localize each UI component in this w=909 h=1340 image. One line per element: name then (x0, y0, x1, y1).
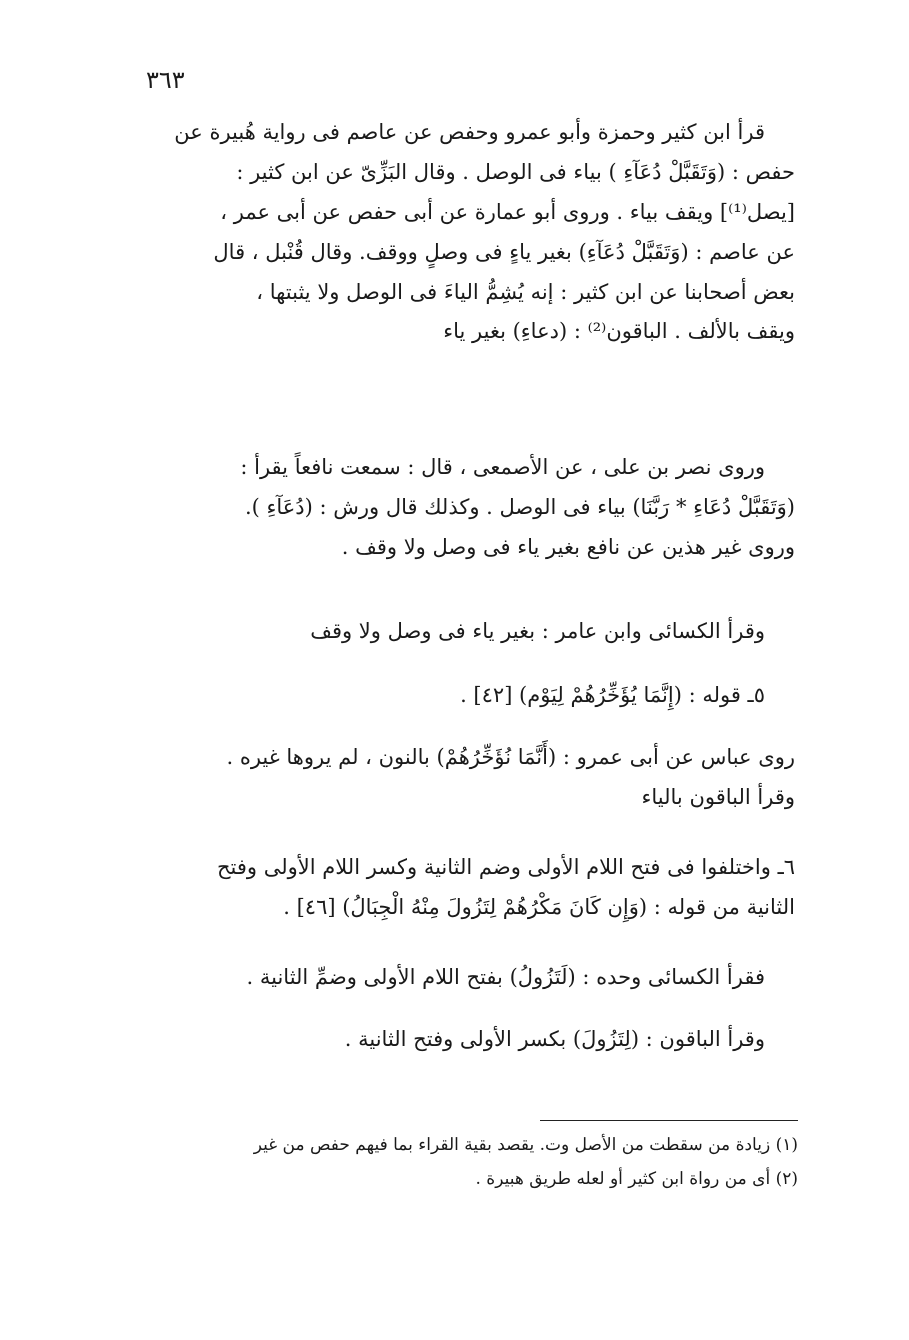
footnotes (140, 1128, 798, 1196)
text-line: ٦ـ واختلفوا فى فتح اللام الأولى وضم الثانية وكسر اللام الأولى وفتح (216, 855, 795, 879)
text-line: ٥ـ قوله : (إِنَّمَا يُؤَخِّرُهُمْ لِيَوْم) [٤٢] . (460, 683, 765, 707)
paragraph-4 (150, 676, 795, 716)
text-line: بعض أصحابنا عن ابن كثير : إنه يُشِمُّ الياءَ فى الوصل ولا يثبتها ، (256, 279, 795, 304)
footnote-2: (٢) أى من رواة ابن كثير أو لعله طريق هبيرة . (475, 1169, 798, 1189)
text-line: وقرأ الكسائى وابن عامر : بغير ياء فى وصل ولا وقف (310, 619, 765, 643)
text-line: ويقف بالألف . الباقون⁽²⁾ : (دعاءِ) بغير ياء (443, 319, 795, 344)
footnote-divider (540, 1120, 798, 1121)
paragraph-1 (150, 113, 795, 352)
text-line: وقرأ الباقون : (لِتَزُولَ) بكسر الأولى وفتح الثانية . (344, 1027, 765, 1051)
paragraph-7 (150, 958, 795, 998)
text-line: وروى نصر بن على ، عن الأصمعى ، قال : سمعت نافعاً يقرأ : (240, 455, 765, 479)
text-line: حفص : (وَتَقَبَّلْ دُعَآءِ ) بياء فى الوصل . وقال البَزِّىّ عن ابن كثير : (236, 159, 795, 184)
text-line: وقرأ الباقون بالياء (641, 784, 795, 809)
paragraph-6 (150, 848, 795, 928)
page-number: ٣٦٣ (146, 66, 185, 94)
paragraph-2 (150, 448, 795, 568)
text-line: (وَتَقَبَّلْ دُعَاءِ * رَبَّنَا) بياء فى الوصل . وكذلك قال ورش : (دُعَآءِ ). (244, 494, 795, 519)
text-line: روى عباس عن أبى عمرو : (أَنَّمَا نُؤَخِّرُهُمْ) بالنون ، لم يروها غيره . (226, 745, 795, 769)
text-line: فقرأ الكسائى وحده : (لَتَزُولُ) بفتح اللام الأولى وضمِّ الثانية . (246, 965, 765, 989)
footnote-1: (١) زيادة من سقطت من الأصل وت. يقصد بقية القراء بما فيهم حفص من غير (253, 1135, 798, 1155)
text-line: وروى غير هذين عن نافع بغير ياء فى وصل ولا وقف . (341, 534, 795, 559)
text-line: الثانية من قوله : (وَإِن كَانَ مَكْرُهُمْ لِتَزُولَ مِنْهُ الْجِبَالُ) [٤٦] . (283, 894, 795, 919)
text-line: قرأ ابن كثير وحمزة وأبو عمرو وحفص عن عاصم فى رواية هُبيرة عن (174, 120, 765, 144)
text-line: عن عاصم : (وَتَقَبَّلْ دُعَآءِ) بغير ياءٍ فى وصلٍ ووقف. وقال قُنْبل ، قال (213, 239, 795, 264)
paragraph-3 (150, 612, 795, 652)
paragraph-8 (150, 1020, 795, 1060)
paragraph-5 (150, 738, 795, 818)
text-line: [يصل⁽¹⁾] ويقف بياء . وروى أبو عمارة عن أبى حفص عن أبى عمر ، (220, 199, 795, 224)
